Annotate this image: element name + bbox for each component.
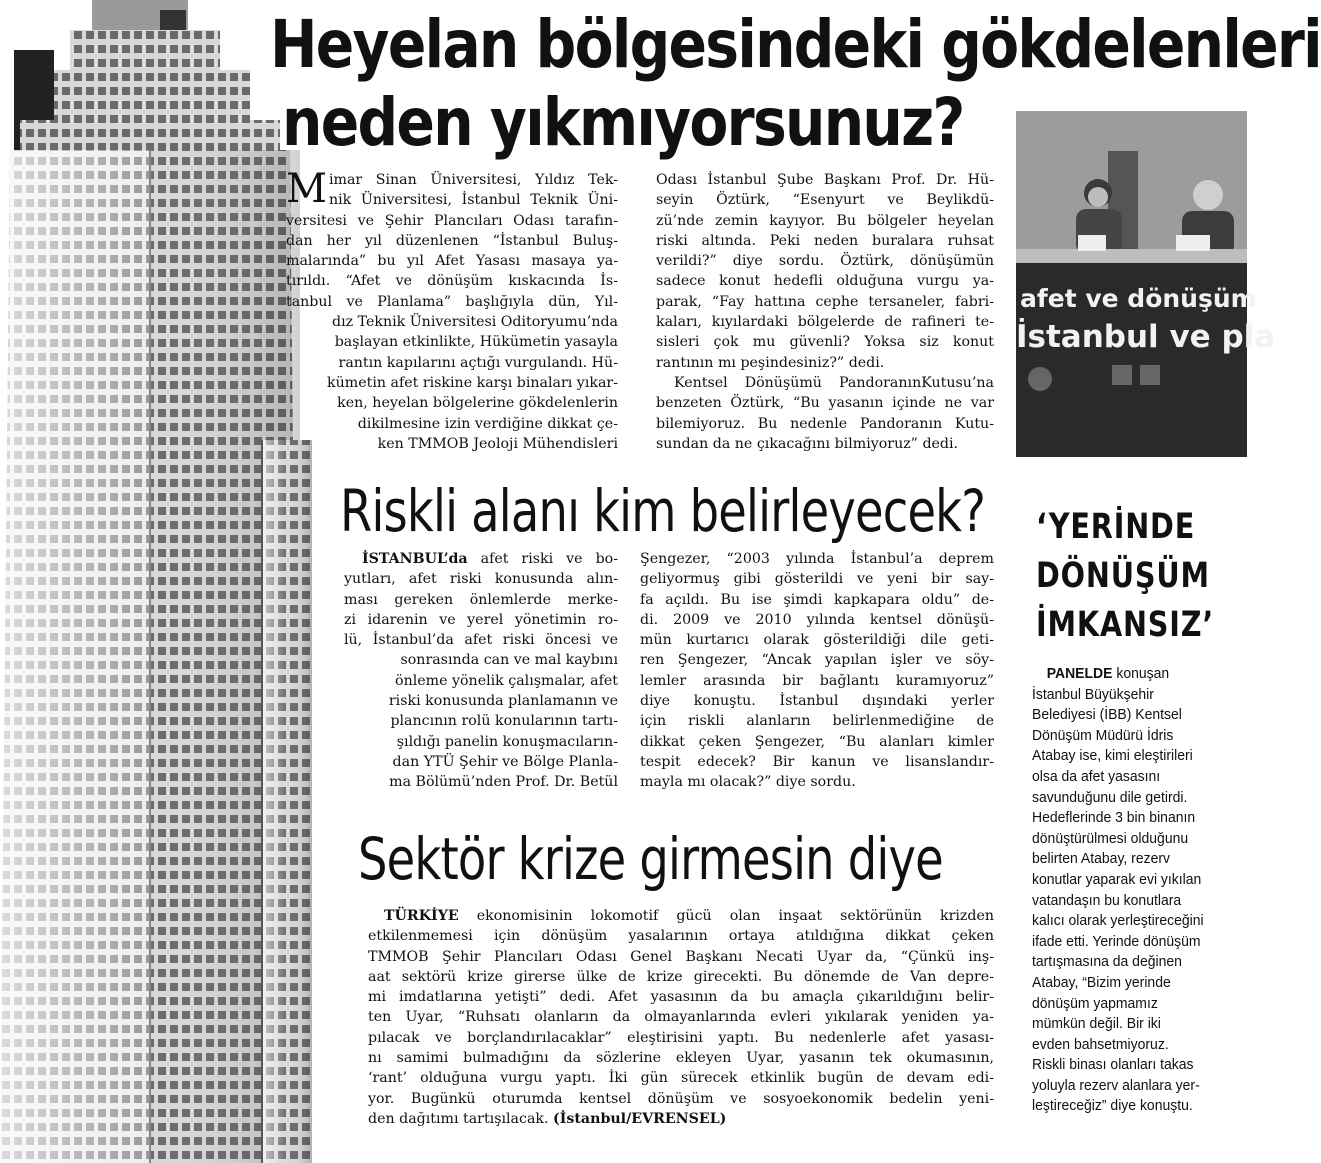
- article1-column-1: [286, 166, 618, 454]
- text-line: önleme yönelik çalışmalar, afet: [395, 672, 618, 689]
- text-line: dikilmesine izin verdiğine dikkat çe-: [357, 415, 618, 432]
- text-line: Odası İstanbul Şube Başkanı Prof. Dr. Hü-: [656, 172, 994, 188]
- lead-word: PANELDE: [1046, 665, 1113, 682]
- article2-heading: Riskli alanı kim belirleyecek?: [340, 477, 986, 545]
- pull-quote-line: İMKANSIZ’: [1036, 605, 1215, 645]
- text-line: bilemiyoruz. Bu nedenle Pandoranın Kutu-: [656, 415, 994, 432]
- text-line: ma Bölümü’nden Prof. Dr. Betül: [389, 774, 618, 791]
- byline-credit: (İstanbul/EVRENSEL): [553, 1110, 727, 1127]
- text-line: sadece konut hedefli olduğuna vurgu ya-: [656, 273, 994, 290]
- text-line: diye konuştu. İstanbul dışındaki yerler: [640, 693, 994, 710]
- text-line: Dönüşüm Müdürü İdris: [1032, 726, 1174, 744]
- text-line: nik Üniversitesi, İstanbul Teknik Üni-: [328, 192, 618, 209]
- text-line: dan YTÜ Şehir ve Bölge Planla-: [392, 753, 618, 770]
- text-line: yutları, afet riski konusunda alın-: [344, 571, 618, 588]
- text-line: rantın kapılarını açtığı vurgulandı. Hü-: [338, 354, 618, 371]
- text-line: versitesi ve Şehir Plancıları Odası tarafın-: [286, 212, 618, 229]
- text-line: Atabay, “Bizim yerinde: [1032, 973, 1171, 991]
- text-line: mi imdatlarına yetişti” dedi. Afet yasasının da bu amaçla çıkarıldığını belir-: [368, 989, 994, 1006]
- text-line: rantının mı peşindesiniz?” dedi.: [656, 354, 885, 371]
- text-line: şıldığı panelin konuşmacıların-: [396, 733, 618, 750]
- text-line: tırıldı. “Afet ve dönüşüm kıskacında İs-: [286, 273, 618, 290]
- text-line: belirten Atabay, rezerv: [1032, 850, 1170, 868]
- pull-quote-line: ‘YERİNDE: [1036, 507, 1196, 547]
- headline-line-2: neden yıkmıyorsunuz?: [282, 84, 964, 161]
- text-line: sisleri çok mu güvenli? Yoksa siz konut: [656, 334, 994, 351]
- text-line: ten Uyar, “Ruhsatı olanların da olmayanlarında evleri yıkılarak yeniden ya-: [368, 1009, 994, 1026]
- text-line: ken, heyelan bölgelerine gökdelenlerin: [337, 395, 618, 412]
- text-line: zi idarenin ve yerel yönetimin ro-: [344, 611, 618, 628]
- text-line: ‘rant’ olduğuna vurgu yaptı. İki gün sürecek etkinlik bugün de devam edi-: [368, 1070, 994, 1087]
- text-line: riski konusunda planlamanın ve: [388, 693, 618, 710]
- article2-column-2: [640, 549, 994, 793]
- text-line: vatandaşın bu konutlara: [1032, 891, 1182, 909]
- text-line: di. 2009 ve 2010 yılında kentsel dönüşü-: [640, 611, 994, 628]
- text-line: imar Sinan Üniversitesi, Yıldız Tek-: [328, 172, 618, 188]
- text-line: Şengezer, “2003 yılında İstanbul’a deprem: [640, 551, 994, 567]
- text-line: den dağıtımı tartışılacak. (İstanbul/EVRENSEL): [368, 1110, 727, 1127]
- article1-column-2: [656, 170, 994, 454]
- text-line: geliyormuş gibi gösterildi ve yeni bir say-: [640, 571, 994, 588]
- text-line: konutlar yaparak evi yıkılan: [1032, 870, 1202, 888]
- text-line: riski altında. Peki neden buralara ruhsat: [656, 232, 994, 249]
- text-line: kümetin afet riskine karşı binaları yıkar-: [327, 374, 618, 391]
- text-line: fa açıldı. Bu ise şimdi kapkapara oldu” de-: [640, 591, 994, 608]
- banner-text-2: İstanbul ve pla: [1016, 319, 1276, 355]
- text-line: yor. Bugünkü oturumda kentsel dönüşüm ve sosyoekonomik bedelin yeni-: [368, 1090, 994, 1107]
- article3-heading: Sektör krize girmesin diye: [358, 825, 943, 893]
- sidebar-body: [1032, 664, 1216, 1117]
- text-line: sonrasında can ve mal kaybını: [400, 652, 618, 669]
- text-line: Atabay ise, kimi eleştirileri: [1032, 747, 1193, 765]
- text-line: ken TMMOB Jeoloji Mühendisleri: [377, 435, 618, 452]
- headline-line-1: Heyelan bölgesindeki gökdelenleri: [270, 6, 1321, 83]
- text-line: mümkün değil. Bir iki: [1032, 1015, 1161, 1033]
- text-line: ması gereken önlemlerde merke-: [344, 591, 618, 608]
- headline: [270, 6, 1321, 162]
- text-line: mayla mı olacak?” diye sordu.: [640, 774, 856, 791]
- banner-text-1: afet ve dönüşüm: [1020, 284, 1257, 313]
- text-line: nı samimi bulmadığını da sözlerine ekleyen Uyar, yasanın tek okumasının,: [368, 1050, 994, 1067]
- text-line: dönüştürülmesi olduğunu: [1032, 829, 1189, 847]
- text-line: TÜRKİYE ekonomisinin lokomotif gücü olan inşaat sektörünün krizden: [384, 908, 994, 924]
- text-line: ifade etti. Yerinde dönüşüm: [1032, 932, 1201, 950]
- text-line: başlayan etkinlikte, Hükümetin yasayla: [334, 334, 618, 351]
- article2-column-1: [344, 549, 618, 793]
- text-line: pılacak ve borçlandırılacaklar” eleştirisini yaptı. Bu nedenlerle afet yasası-: [368, 1029, 994, 1046]
- text-line: tespit edecek? Bir kanun ve lisanslandır-: [640, 753, 994, 770]
- text-line: lemler arasında bir bağlantı kuramıyoruz”: [640, 672, 994, 689]
- text-line: mün kurtarıcı olarak gösterildiği dile geti-: [640, 632, 994, 649]
- lead-word: TÜRKİYE: [384, 908, 459, 924]
- text-line: tartışmasına da değinen: [1032, 953, 1182, 971]
- text-line: etkilenmemesi için dönüşüm yasalarının ortaya atıldığına dikkat çeken: [368, 928, 994, 945]
- text-line: dönüşüm yapmamız: [1032, 994, 1158, 1012]
- text-line: ren Şengezer, “Ancak yapılan işler ve söy-: [640, 652, 994, 669]
- text-line: parak, “Fay hattına cephe tersaneler, fabri-: [656, 293, 994, 310]
- text-line: olsa da afet yasasını: [1032, 767, 1161, 785]
- text-line: sundan da ne çıkacağını bilmiyoruz” dedi.: [656, 435, 959, 452]
- text-line: leştireceğiz” diye konuştu.: [1032, 1097, 1193, 1115]
- text-line: benzeten Öztürk, “Bu yasanın içinde ne var: [656, 395, 994, 412]
- text-line: lü, İstanbul’da afet riski öncesi ve: [344, 632, 618, 649]
- panel-photo: [1016, 111, 1276, 457]
- text-line: zü’nde zemin kayıyor. Bu bölgeler heyelan: [656, 212, 994, 229]
- text-line: PANELDE konuşan: [1046, 665, 1170, 682]
- text-line: TMMOB Şehir Plancıları Odası Genel Başkanı Necati Uyar da, “Çünkü inş-: [368, 948, 994, 965]
- lead-word: İSTANBUL’da: [362, 551, 468, 567]
- text-line: Riskli binası olanları takas: [1032, 1056, 1194, 1074]
- text-line: plancının rolü konularının tartı-: [390, 713, 618, 730]
- text-line: kalıcı olarak yerleştireceğini: [1032, 912, 1204, 930]
- text-line: kaları, kıyılardaki bölgelerde de rafineri te-: [656, 314, 994, 331]
- article3-body: [368, 906, 994, 1129]
- text-line: savunduğunu dile getirdi.: [1032, 788, 1188, 806]
- pull-quote: [1036, 503, 1214, 650]
- text-line: seyin Öztürk, “Esenyurt ve Beylikdü-: [656, 192, 994, 209]
- text-line: tanbul ve Planlama” başlığıyla dün, Yıl-: [286, 293, 618, 310]
- drop-cap: M: [286, 166, 327, 212]
- text-line: için riskli alanların belirlenmediğine de: [640, 713, 994, 730]
- text-line: Kentsel Dönüşümü PandoranınKutusu’na: [674, 374, 994, 391]
- text-line: verildi?” diye sordu. Öztürk, dönüşümün: [656, 253, 994, 270]
- text-line: aat sektörü krize girerse ülke de krize girecekti. Bu dönemde de Van depre-: [368, 968, 994, 985]
- text-line: İstanbul Büyükşehir: [1032, 685, 1154, 703]
- text-line: dız Teknik Üniversitesi Oditoryumu’nda: [331, 314, 618, 331]
- text-line: malarında” bu yıl Afet Yasası masaya ya-: [286, 253, 618, 270]
- text-line: İSTANBUL’da afet riski ve bo-: [362, 551, 618, 567]
- text-line: evden bahsetmiyoruz.: [1032, 1035, 1169, 1053]
- text-line: dikkat çeken Şengezer, “Bu alanları kimler: [640, 733, 994, 750]
- text-line: Hedeflerinde 3 bin binanın: [1032, 809, 1196, 827]
- text-line: yoluyla rezerv alanlara yer-: [1032, 1076, 1200, 1094]
- pull-quote-line: DÖNÜŞÜM: [1036, 556, 1210, 596]
- text-line: Belediyesi (İBB) Kentsel: [1032, 706, 1182, 724]
- text-line: dan her yıl düzenlenen “İstanbul Buluş-: [286, 232, 618, 249]
